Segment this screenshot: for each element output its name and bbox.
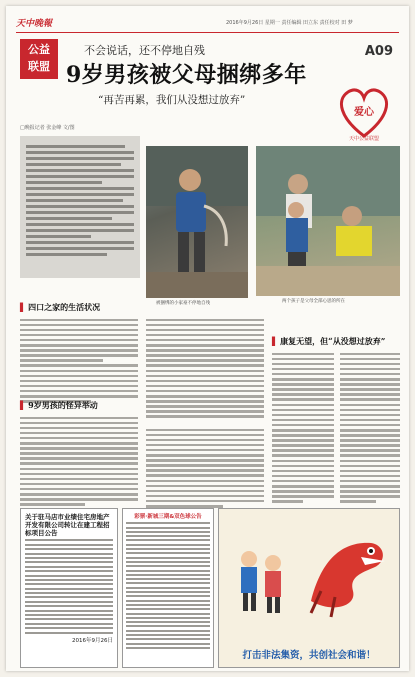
- photo2-caption: 两个孩子是父母全部心思的所在: [282, 299, 345, 304]
- section-label-line2: 联盟: [28, 60, 50, 73]
- svg-text:爱心: 爱心: [354, 107, 374, 118]
- page-number: A09: [364, 44, 393, 59]
- public-notice-title: 关于驻马店市业绩住宅房地产开发有限公司转让在建工程招标项目公告: [25, 513, 110, 537]
- top-rule: [16, 32, 399, 33]
- cartoon-people-illustration: [229, 539, 299, 619]
- subhead-family-situation: ▌ 四口之家的生活状况: [20, 302, 101, 312]
- charity-seal-logo: [330, 80, 398, 142]
- section-label-line1: 公益: [28, 43, 50, 56]
- photo1-caption: 被捆绑的小家豪不停地自残: [156, 301, 210, 306]
- ad-slogan: 打击非法集资，共创社会和谐！: [242, 650, 376, 661]
- section-label: [20, 39, 58, 79]
- subhead-never-give-up-text: 康复无望，但“从没想过放弃”: [280, 336, 386, 346]
- article-kicker: 不会说话，还不停地自残: [84, 44, 205, 57]
- body-column-2a: [146, 316, 264, 420]
- photo-family: [256, 146, 400, 296]
- body-column-2b: [146, 426, 264, 510]
- lottery-notice-title: 彩票·新城三期&双色球公告: [134, 514, 202, 520]
- lead-summary-box: [20, 136, 140, 278]
- article-deck: “再苦再累，我们从没想过放弃”: [98, 94, 246, 106]
- body-column-3a: [272, 350, 334, 505]
- body-column-1a: [20, 316, 138, 405]
- subhead-family-situation-text: 四口之家的生活状况: [28, 302, 101, 312]
- subhead-never-give-up: ▌ 康复无望，但“从没想过放弃”: [272, 336, 386, 346]
- photo-boy-tied: [146, 146, 248, 298]
- lottery-notice-ad: [122, 508, 214, 668]
- article-byline: □晚报记者 张金峰 文/图: [20, 125, 75, 131]
- anti-illegal-fundraising-ad: [218, 508, 400, 668]
- public-notice-ad: [20, 508, 118, 668]
- newspaper-page: [6, 6, 409, 671]
- date-line: 2016年9月26日 星期一 责任编辑 田立东 责任校对 田 梦: [226, 20, 353, 26]
- cartoon-dragon-illustration: [301, 521, 391, 621]
- svg-text:天中公益联盟: 天中公益联盟: [348, 136, 380, 142]
- public-notice-date: 2016年9月26日: [72, 637, 113, 644]
- subhead-strange-behavior: ▌ 9岁男孩的怪异举动: [20, 400, 98, 410]
- body-column-1b: [20, 414, 138, 508]
- masthead: 天中晚報: [16, 19, 53, 29]
- subhead-strange-behavior-text: 9岁男孩的怪异举动: [28, 400, 98, 410]
- article-headline: 9岁男孩被父母捆绑多年: [66, 62, 307, 88]
- body-column-3b: [340, 350, 400, 505]
